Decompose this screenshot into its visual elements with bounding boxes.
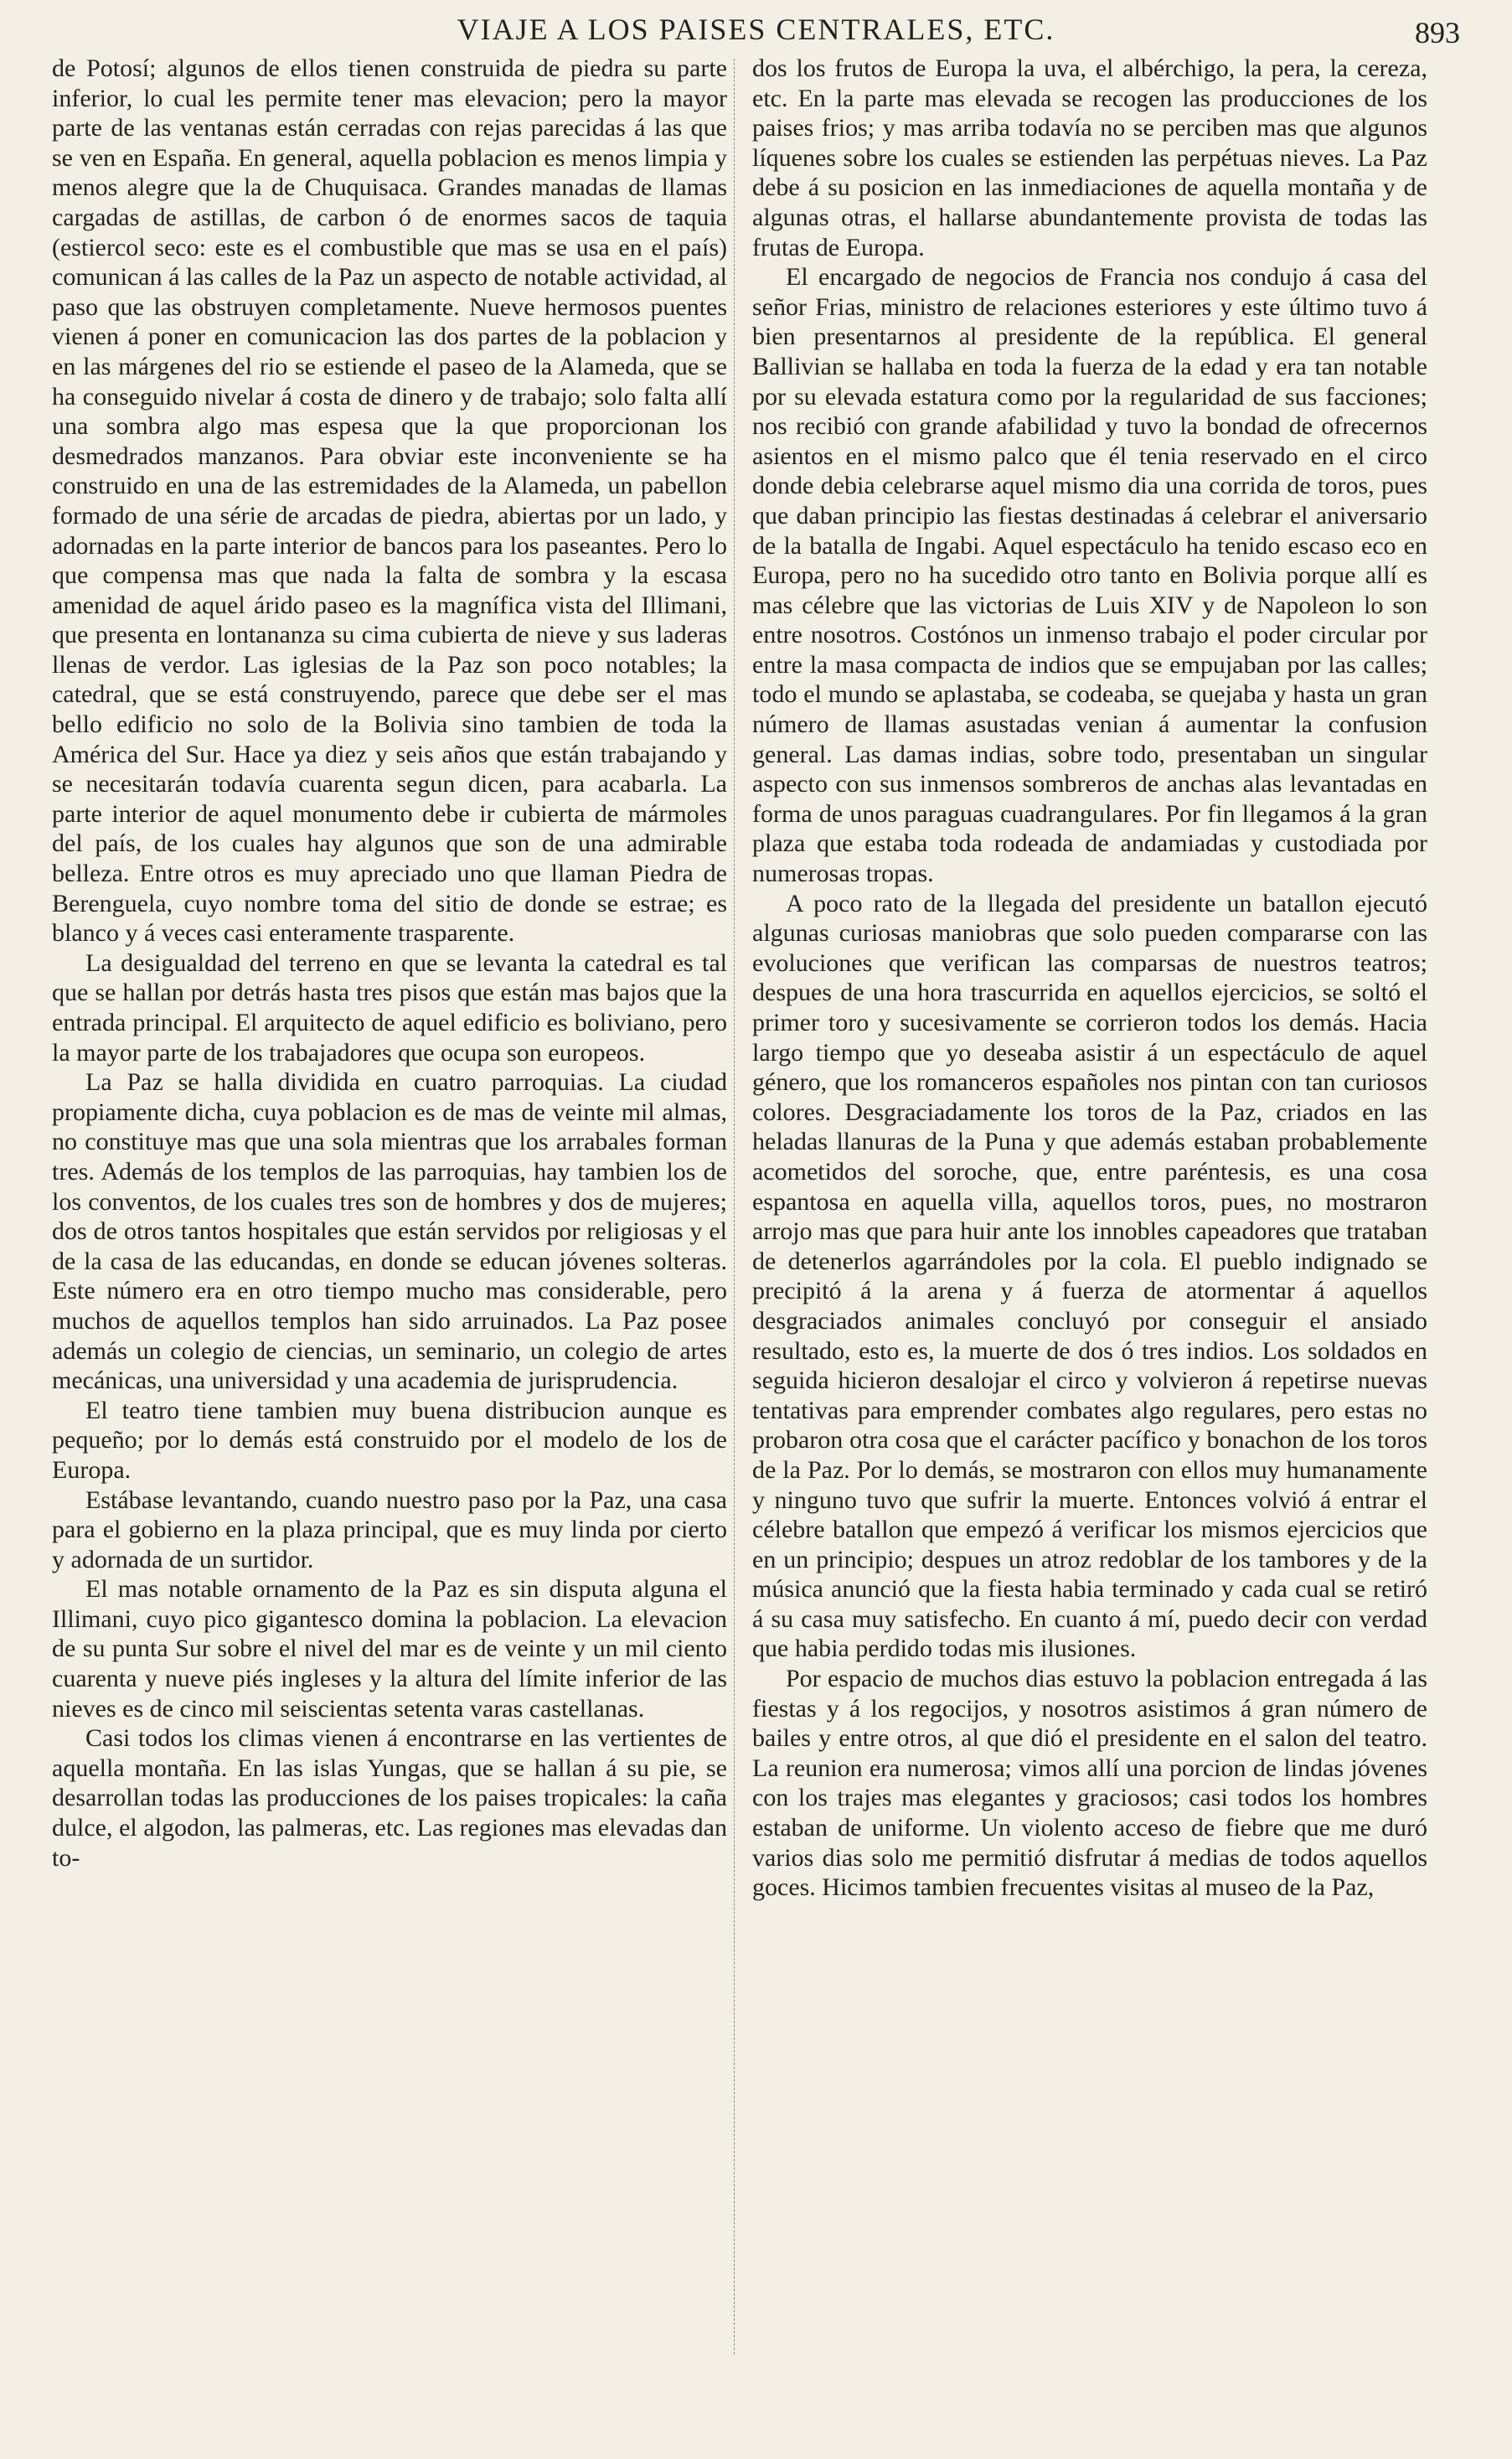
paragraph: dos los frutos de Europa la uva, el albérchigo, la pera, la cereza, etc. En la parte mas elevada se recogen las producciones de los paises frios; y mas arriba todavía no se perciben mas que algunos líquenes sobre los cuales se estienden las perpétuas nieves. La Paz debe á su posicion en las inmediaciones de aquella montaña y de algunas otras, el hallarse abundantemente provista de todas las frutas de Europa. [752,54,1427,261]
paragraph: Por espacio de muchos dias estuvo la poblacion entregada á las fiestas y á los regocijos, y nosotros asistimos á gran número de bailes y entre otros, al que dió el presidente en el salon del teatro. La reunion era numerosa; vimos allí una porcion de lindas jóvenes con los trajes mas elegantes y graciosos; casi todos los hombres estaban de uniforme. Un violento acceso de fiebre que me duró varios dias solo me permitió disfrutar á medias de todos aquellos goces. Hicimos tambien frecuentes visitas al museo de la Paz, [752,1665,1427,1902]
paragraph: La desigualdad del terreno en que se levanta la catedral es tal que se hallan por detrás hasta tres pisos que están mas bajos que la entrada principal. El arquitecto de aquel edificio es boliviano, pero la mayor parte de los trabajadores que ocupa son europeos. [52,948,727,1067]
paragraph: A poco rato de la llegada del presidente un batallon ejecutó algunas curiosas maniobras que solo pueden compararse con las evoluciones que verifican las comparsas de nuestros teatros; despues de una hora trascurrida en aquellos ejercicios, se soltó el primer toro y sucesivamente se corrieron todos los demás. Hacia largo tiempo que yo deseaba asistir á un espectáculo de aquel género, que los romanceros españoles nos pintan con tan curiosos colores. Desgraciadamente los toros de la Paz, criados en las heladas llanuras de la Puna y que además estaban probablemente acometidos del soroche, que, entre paréntesis, es una cosa espantosa en aquella villa, aquellos toros, pues, no mostraron arrojo mas que para huir ante los innobles capeadores que trataban de detenerlos agarrándoles por la cola. El pueblo indignado se precipitó á la arena y á fuerza de atormentar á aquellos desgraciados animales concluyó por conseguir el ansiado resultado, esto es, la muerte de dos ó tres indios. Los soldados en seguida hicieron desalojar el circo y volvieron á repetirse nuevas tentativas para emprender combates algo regulares, pero estas no probaron otra cosa que el carácter pacífico y bonachon de los toros de la Paz. Por lo demás, se mostraron con ellos muy humanamente y ninguno tuvo que sufrir la muerte. Entonces volvió á entrar el célebre batallon que empezó á verificar los mismos ejercicios que en un principio; despues un atroz redoblar de los tambores y de la música anunció que la fiesta habia terminado y cada cual se retiró á su casa muy satisfecho. En cuanto á mí, puedo decir con verdad que habia perdido todas mis ilusiones. [752,889,1427,1663]
paragraph: El teatro tiene tambien muy buena distribucion aunque es pequeño; por lo demás está construido por el modelo de los de Europa. [52,1396,727,1484]
running-title: VIAJE A LOS PAISES CENTRALES, ETC. [457,13,1055,46]
paragraph: La Paz se halla dividida en cuatro parroquias. La ciudad propiamente dicha, cuya poblacion es de mas de veinte mil almas, no constituye mas que una sola mientras que los arrabales forman tres. Además de los templos de las parroquias, hay tambien los de los conventos, de los cuales tres son de hombres y dos de mujeres; dos de otros tantos hospitales que están servidos por religiosas y el de la casa de las educandas, en donde se educan jóvenes solteras. Este número era en otro tiempo mucho mas considerable, pero muchos de aquellos templos han sido arruinados. La Paz posee además un colegio de ciencias, un seminario, un colegio de artes mecánicas, una universidad y una academia de jurisprudencia. [52,1068,727,1395]
paragraph: Estábase levantando, cuando nuestro paso por la Paz, una casa para el gobierno en la plaza principal, que es muy linda por cierto y adornada de un surtidor. [52,1485,727,1573]
column-divider [734,59,735,2354]
page-header [52,7,1460,49]
paragraph: El mas notable ornamento de la Paz es sin disputa alguna el Illimani, cuyo pico gigantesco domina la poblacion. La elevacion de su punta Sur sobre el nivel del mar es de veinte y un mil ciento cuarenta y nueve piés ingleses y la altura del límite inferior de las nieves es de cinco mil seiscientas setenta varas castellanas. [52,1575,727,1723]
paragraph: de Potosí; algunos de ellos tienen construida de piedra su parte inferior, lo cual les permite tener mas elevacion; pero la mayor parte de las ventanas están cerradas con rejas parecidas á las que se ven en España. En general, aquella poblacion es menos limpia y menos alegre que la de Chuquisaca. Grandes manadas de llamas cargadas de astillas, de carbon ó de enormes sacos de taquia (estiercol seco: este es el combustible que mas se usa en el país) comunican á las calles de la Paz un aspecto de notable actividad, al paso que las obstruyen completamente. Nueve hermosos puentes vienen á poner en comunicacion las dos partes de la poblacion y en las márgenes del rio se estiende el paseo de la Alameda, que se ha conseguido nivelar á costa de dinero y de trabajo; solo falta allí una sombra algo mas espesa que la que proporcionan los desmedrados manzanos. Para obviar este inconveniente se ha construido en una de las estremidades de la Alameda, un pabellon formado de una série de arcadas de piedra, abiertas por un lado, y adornadas en la parte interior de bancos para los paseantes. Pero lo que compensa mas que nada la falta de sombra y la escasa amenidad de aquel árido paseo es la magnífica vista del Illimani, que presenta en lontananza su cima cubierta de nieve y sus laderas llenas de verdor. Las iglesias de la Paz son poco notables; la catedral, que se está construyendo, parece que debe ser el mas bello edificio no solo de la Bolivia sino tambien de toda la América del Sur. Hace ya diez y seis años que están trabajando y se necesitarán todavía cuarenta segun dicen, para acabarla. La parte interior de aquel monumento debe ir cubierta de mármoles del país, de los cuales hay algunos que son de una admirable belleza. Entre otros es muy apreciado uno que llaman Piedra de Berenguela, cuyo nombre toma del sitio de donde se estrae; es blanco y á veces casi enteramente trasparente. [52,54,727,948]
right-column [752,54,1427,1903]
paragraph: Casi todos los climas vienen á encontrarse en las vertientes de aquella montaña. En las islas Yungas, que se hallan á su pie, se desarrollan todas las producciones de los paises tropicales: la caña dulce, el algodon, las palmeras, etc. Las regiones mas elevadas dan to- [52,1724,727,1872]
left-column [52,54,727,1873]
paragraph: El encargado de negocios de Francia nos condujo á casa del señor Frias, ministro de relaciones esteriores y este último tuvo á bien presentarnos al presidente de la república. El general Ballivian se hallaba en toda la fuerza de la edad y era tan notable por su elevada estatura como por la regularidad de sus facciones; nos recibió con grande afabilidad y tuvo la bondad de ofrecernos asientos en el mismo palco que él tenia reservado en el circo donde debia celebrarse aquel mismo dia una corrida de toros, pues que daban principio las fiestas destinadas á celebrar el aniversario de la batalla de Ingabi. Aquel espectáculo ha tenido escaso eco en Europa, pero no ha sucedido otro tanto en Bolivia porque allí es mas célebre que las victorias de Luis XIV y de Napoleon lo son entre nosotros. Costónos un inmenso trabajo el poder circular por entre la masa compacta de indios que se empujaban por las calles; todo el mundo se aplastaba, se codeaba, se quejaba y hasta un gran número de llamas asustadas venian á aumentar la confusion general. Las damas indias, sobre todo, presentaban un singular aspecto con sus inmensos sombreros de anchas alas levantadas en forma de unos paraguas cuadrangulares. Por fin llegamos á la gran plaza que estaba toda rodeada de andamiadas y custodiada por numerosas tropas. [752,263,1427,888]
page-number: 893 [1415,16,1460,49]
